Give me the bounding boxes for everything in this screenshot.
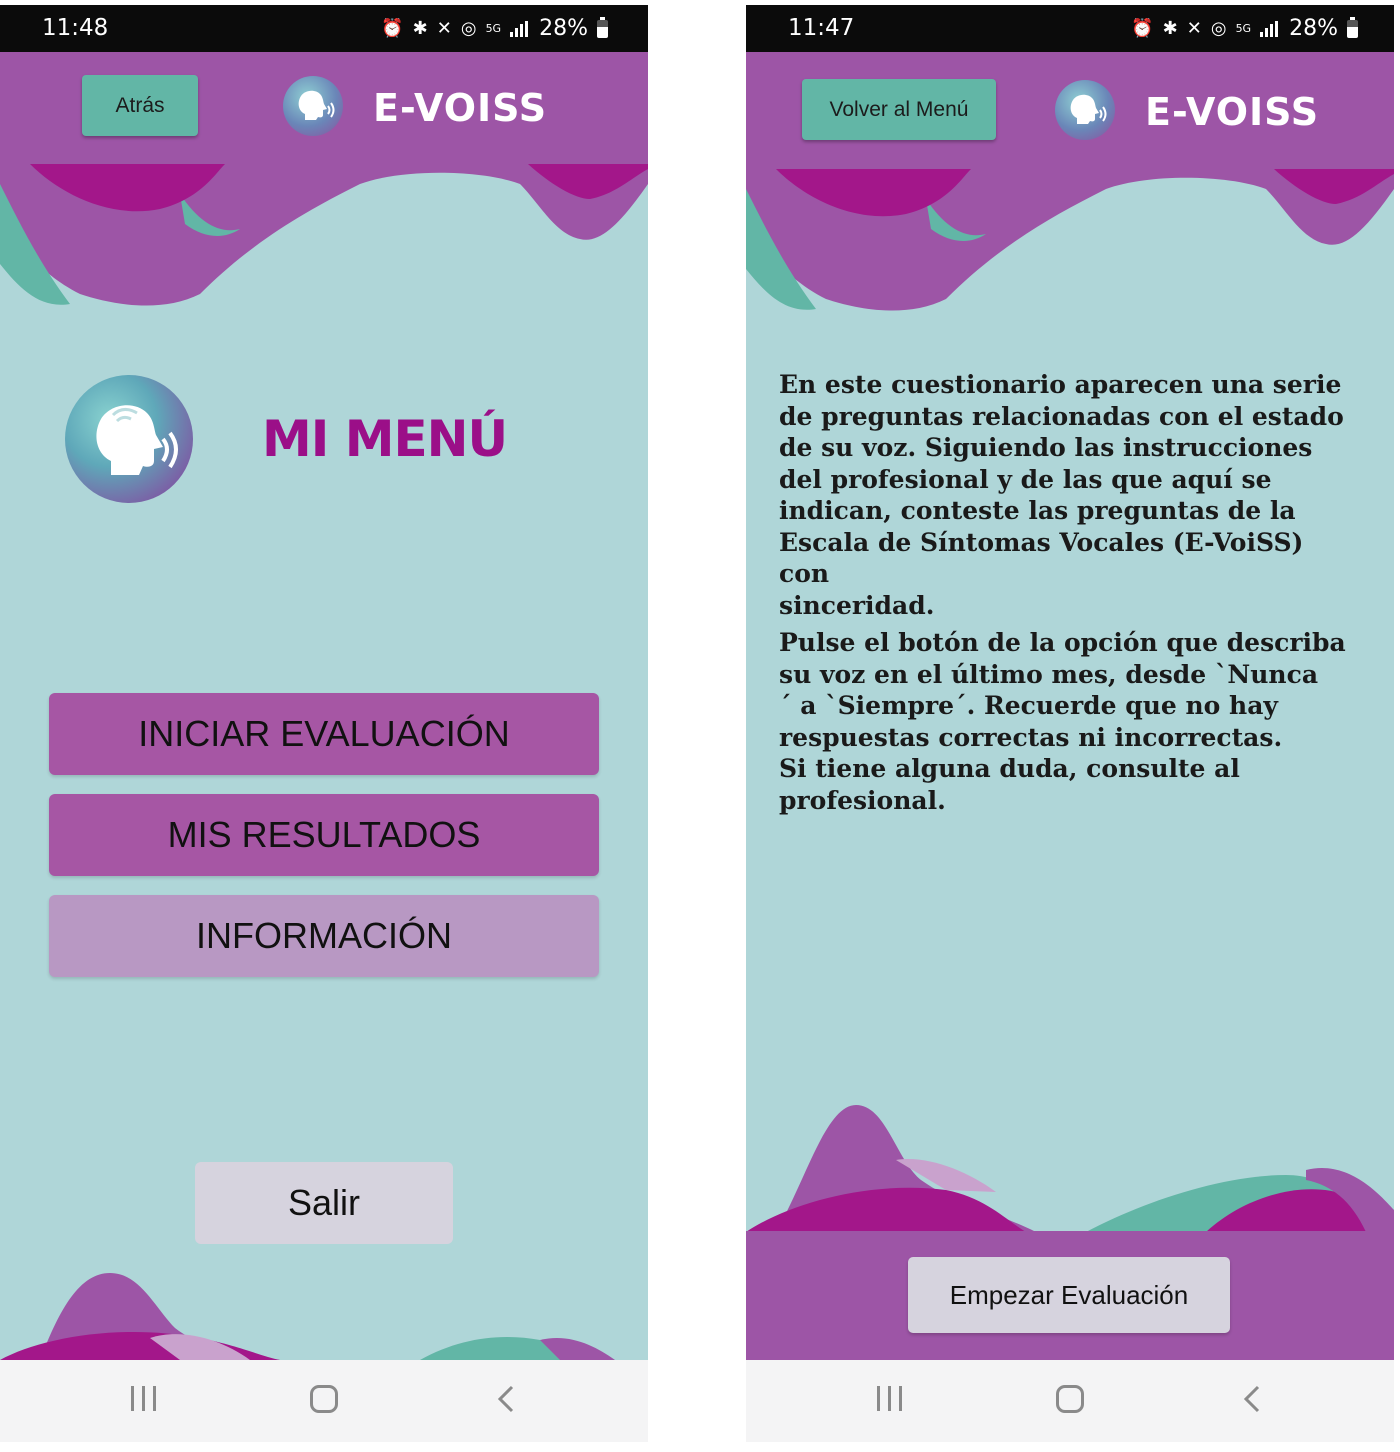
top-wave-decoration bbox=[0, 164, 648, 309]
footer-bar bbox=[746, 1231, 1394, 1360]
menu-screen bbox=[0, 5, 648, 1442]
system-nav-bar bbox=[0, 1360, 648, 1442]
battery-percent: 28% bbox=[1289, 16, 1338, 41]
signal-icon bbox=[1260, 21, 1278, 37]
alarm-icon: ⏰ bbox=[381, 18, 404, 39]
status-icons bbox=[1131, 16, 1358, 41]
status-bar bbox=[0, 5, 648, 52]
instructions-paragraph-1: En este cuestionario aparecen una serie de preguntas relacionadas con el estado de su voz. Siguiendo las instrucciones del profesional y de las que aquí se indican, conteste las preguntas de la Escala de Síntomas Vocales (E-VoiSS) con sinceridad. bbox=[779, 370, 1344, 620]
status-time: 11:47 bbox=[788, 15, 855, 41]
5g-icon: 5G bbox=[485, 21, 502, 35]
back-to-menu-button[interactable]: Volver al Menú bbox=[802, 79, 996, 140]
battery-percent: 28% bbox=[539, 16, 588, 41]
battery-icon bbox=[1347, 20, 1358, 38]
speaking-head-icon bbox=[1055, 80, 1115, 140]
recent-apps-icon[interactable] bbox=[131, 1386, 156, 1411]
bottom-wave-decoration bbox=[746, 1100, 1394, 1232]
instructions-screen bbox=[746, 5, 1394, 1442]
5g-icon: 5G bbox=[1235, 21, 1252, 35]
start-evaluation-button[interactable]: INICIAR EVALUACIÓN bbox=[49, 693, 599, 775]
brand-name: E-VOISS bbox=[373, 86, 548, 130]
back-button[interactable]: Atrás bbox=[82, 75, 198, 136]
my-results-button[interactable]: MIS RESULTADOS bbox=[49, 794, 599, 876]
speaking-head-icon bbox=[283, 76, 343, 136]
bluetooth-icon: ✱ bbox=[1162, 18, 1178, 39]
instructions-paragraph-2: Pulse el botón de la opción que describa su voz en el último mes, desde `Nunca ´ a `Siempre´. Recuerde que no hay respuestas correctas ni incorrectas. Si tiene alguna duda, consulte al profesional. bbox=[779, 628, 1346, 815]
status-bar bbox=[746, 5, 1394, 52]
mute-icon: ✕ bbox=[1186, 18, 1202, 39]
page-title: MI MENÚ bbox=[262, 410, 508, 468]
status-time: 11:48 bbox=[42, 15, 109, 41]
home-icon[interactable] bbox=[1056, 1385, 1084, 1413]
bottom-wave-decoration bbox=[0, 1268, 648, 1360]
hotspot-icon: ◎ bbox=[1210, 18, 1227, 39]
app-header bbox=[0, 52, 648, 164]
home-icon[interactable] bbox=[310, 1385, 338, 1413]
brand-name: E-VOISS bbox=[1145, 90, 1320, 134]
app-header bbox=[746, 52, 1394, 169]
information-button[interactable]: INFORMACIÓN bbox=[49, 895, 599, 977]
back-icon[interactable] bbox=[496, 1385, 516, 1413]
speaking-head-icon bbox=[65, 375, 193, 503]
back-icon[interactable] bbox=[1242, 1385, 1262, 1413]
exit-button[interactable]: Salir bbox=[195, 1162, 453, 1244]
signal-icon bbox=[510, 21, 528, 37]
system-nav-bar bbox=[746, 1360, 1394, 1442]
recent-apps-icon[interactable] bbox=[877, 1386, 902, 1411]
alarm-icon: ⏰ bbox=[1131, 18, 1154, 39]
status-icons bbox=[381, 16, 608, 41]
start-evaluation-button[interactable]: Empezar Evaluación bbox=[908, 1257, 1230, 1333]
mute-icon: ✕ bbox=[436, 18, 452, 39]
top-wave-decoration bbox=[746, 169, 1394, 314]
bluetooth-icon: ✱ bbox=[412, 18, 428, 39]
hotspot-icon: ◎ bbox=[460, 18, 477, 39]
battery-icon bbox=[597, 20, 608, 38]
